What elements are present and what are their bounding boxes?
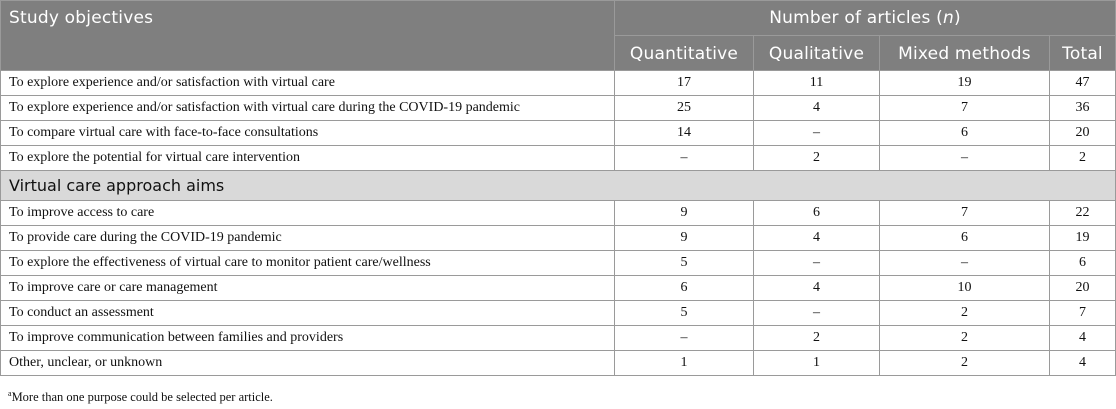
cell-mixed-methods: 2 xyxy=(880,326,1050,351)
group-header-label: Number of articles ( xyxy=(769,8,943,28)
column-header-qualitative: Qualitative xyxy=(754,36,880,71)
column-group-header-number-of-articles xyxy=(615,1,1116,36)
section-header-row xyxy=(1,171,1116,201)
cell-quantitative: 25 xyxy=(615,96,754,121)
column-header-study-objectives: Study objectives xyxy=(1,1,615,71)
cell-total: 7 xyxy=(1050,301,1116,326)
cell-quantitative: 5 xyxy=(615,301,754,326)
cell-quantitative: – xyxy=(615,146,754,171)
table-row xyxy=(1,226,1116,251)
row-label: To conduct an assessment xyxy=(1,301,615,326)
cell-mixed-methods: 6 xyxy=(880,226,1050,251)
cell-quantitative: 6 xyxy=(615,276,754,301)
cell-qualitative: – xyxy=(754,301,880,326)
table-row xyxy=(1,326,1116,351)
row-label: To improve access to care xyxy=(1,201,615,226)
section-title: Virtual care approach aims xyxy=(1,171,1116,201)
cell-qualitative: 11 xyxy=(754,71,880,96)
table-row xyxy=(1,276,1116,301)
row-label: To compare virtual care with face-to-face consultations xyxy=(1,121,615,146)
cell-mixed-methods: – xyxy=(880,251,1050,276)
table-body xyxy=(1,71,1116,376)
table-row xyxy=(1,301,1116,326)
cell-total: 2 xyxy=(1050,146,1116,171)
cell-mixed-methods: 7 xyxy=(880,96,1050,121)
table-row xyxy=(1,96,1116,121)
cell-total: 4 xyxy=(1050,351,1116,376)
cell-qualitative: – xyxy=(754,251,880,276)
cell-total: 47 xyxy=(1050,71,1116,96)
cell-mixed-methods: – xyxy=(880,146,1050,171)
cell-total: 19 xyxy=(1050,226,1116,251)
cell-total: 36 xyxy=(1050,96,1116,121)
cell-total: 20 xyxy=(1050,121,1116,146)
table-row xyxy=(1,251,1116,276)
cell-qualitative: 4 xyxy=(754,276,880,301)
cell-total: 6 xyxy=(1050,251,1116,276)
cell-quantitative: 17 xyxy=(615,71,754,96)
cell-mixed-methods: 10 xyxy=(880,276,1050,301)
cell-quantitative: – xyxy=(615,326,754,351)
cell-mixed-methods: 19 xyxy=(880,71,1050,96)
cell-quantitative: 5 xyxy=(615,251,754,276)
table-row xyxy=(1,121,1116,146)
column-header-mixed-methods: Mixed methods xyxy=(880,36,1050,71)
cell-total: 20 xyxy=(1050,276,1116,301)
cell-qualitative: – xyxy=(754,121,880,146)
row-label: To improve care or care management xyxy=(1,276,615,301)
row-label: To improve communication between families and providers xyxy=(1,326,615,351)
group-header-close: ) xyxy=(953,8,961,28)
cell-total: 22 xyxy=(1050,201,1116,226)
cell-qualitative: 4 xyxy=(754,226,880,251)
cell-qualitative: 2 xyxy=(754,146,880,171)
table-footnote xyxy=(8,389,273,405)
footnote-marker: a xyxy=(8,389,12,398)
footnote-text: More than one purpose could be selected per article. xyxy=(11,390,273,405)
row-label: Other, unclear, or unknown xyxy=(1,351,615,376)
row-label: To explore the potential for virtual care intervention xyxy=(1,146,615,171)
cell-mixed-methods: 7 xyxy=(880,201,1050,226)
row-label: To explore experience and/or satisfaction with virtual care during the COVID-19 pandemic xyxy=(1,96,615,121)
cell-quantitative: 1 xyxy=(615,351,754,376)
header-row-top xyxy=(1,1,1116,36)
table-row xyxy=(1,351,1116,376)
cell-qualitative: 6 xyxy=(754,201,880,226)
cell-mixed-methods: 6 xyxy=(880,121,1050,146)
cell-quantitative: 9 xyxy=(615,201,754,226)
column-header-quantitative: Quantitative xyxy=(615,36,754,71)
table-row xyxy=(1,71,1116,96)
cell-quantitative: 9 xyxy=(615,226,754,251)
cell-total: 4 xyxy=(1050,326,1116,351)
cell-mixed-methods: 2 xyxy=(880,351,1050,376)
cell-quantitative: 14 xyxy=(615,121,754,146)
column-header-total: Total xyxy=(1050,36,1116,71)
row-label: To provide care during the COVID-19 pandemic xyxy=(1,226,615,251)
cell-qualitative: 4 xyxy=(754,96,880,121)
row-label: To explore the effectiveness of virtual care to monitor patient care/wellness xyxy=(1,251,615,276)
table-row xyxy=(1,201,1116,226)
cell-qualitative: 1 xyxy=(754,351,880,376)
row-label: To explore experience and/or satisfaction with virtual care xyxy=(1,71,615,96)
cell-qualitative: 2 xyxy=(754,326,880,351)
group-header-variable: n xyxy=(942,8,954,28)
table-row xyxy=(1,146,1116,171)
cell-mixed-methods: 2 xyxy=(880,301,1050,326)
